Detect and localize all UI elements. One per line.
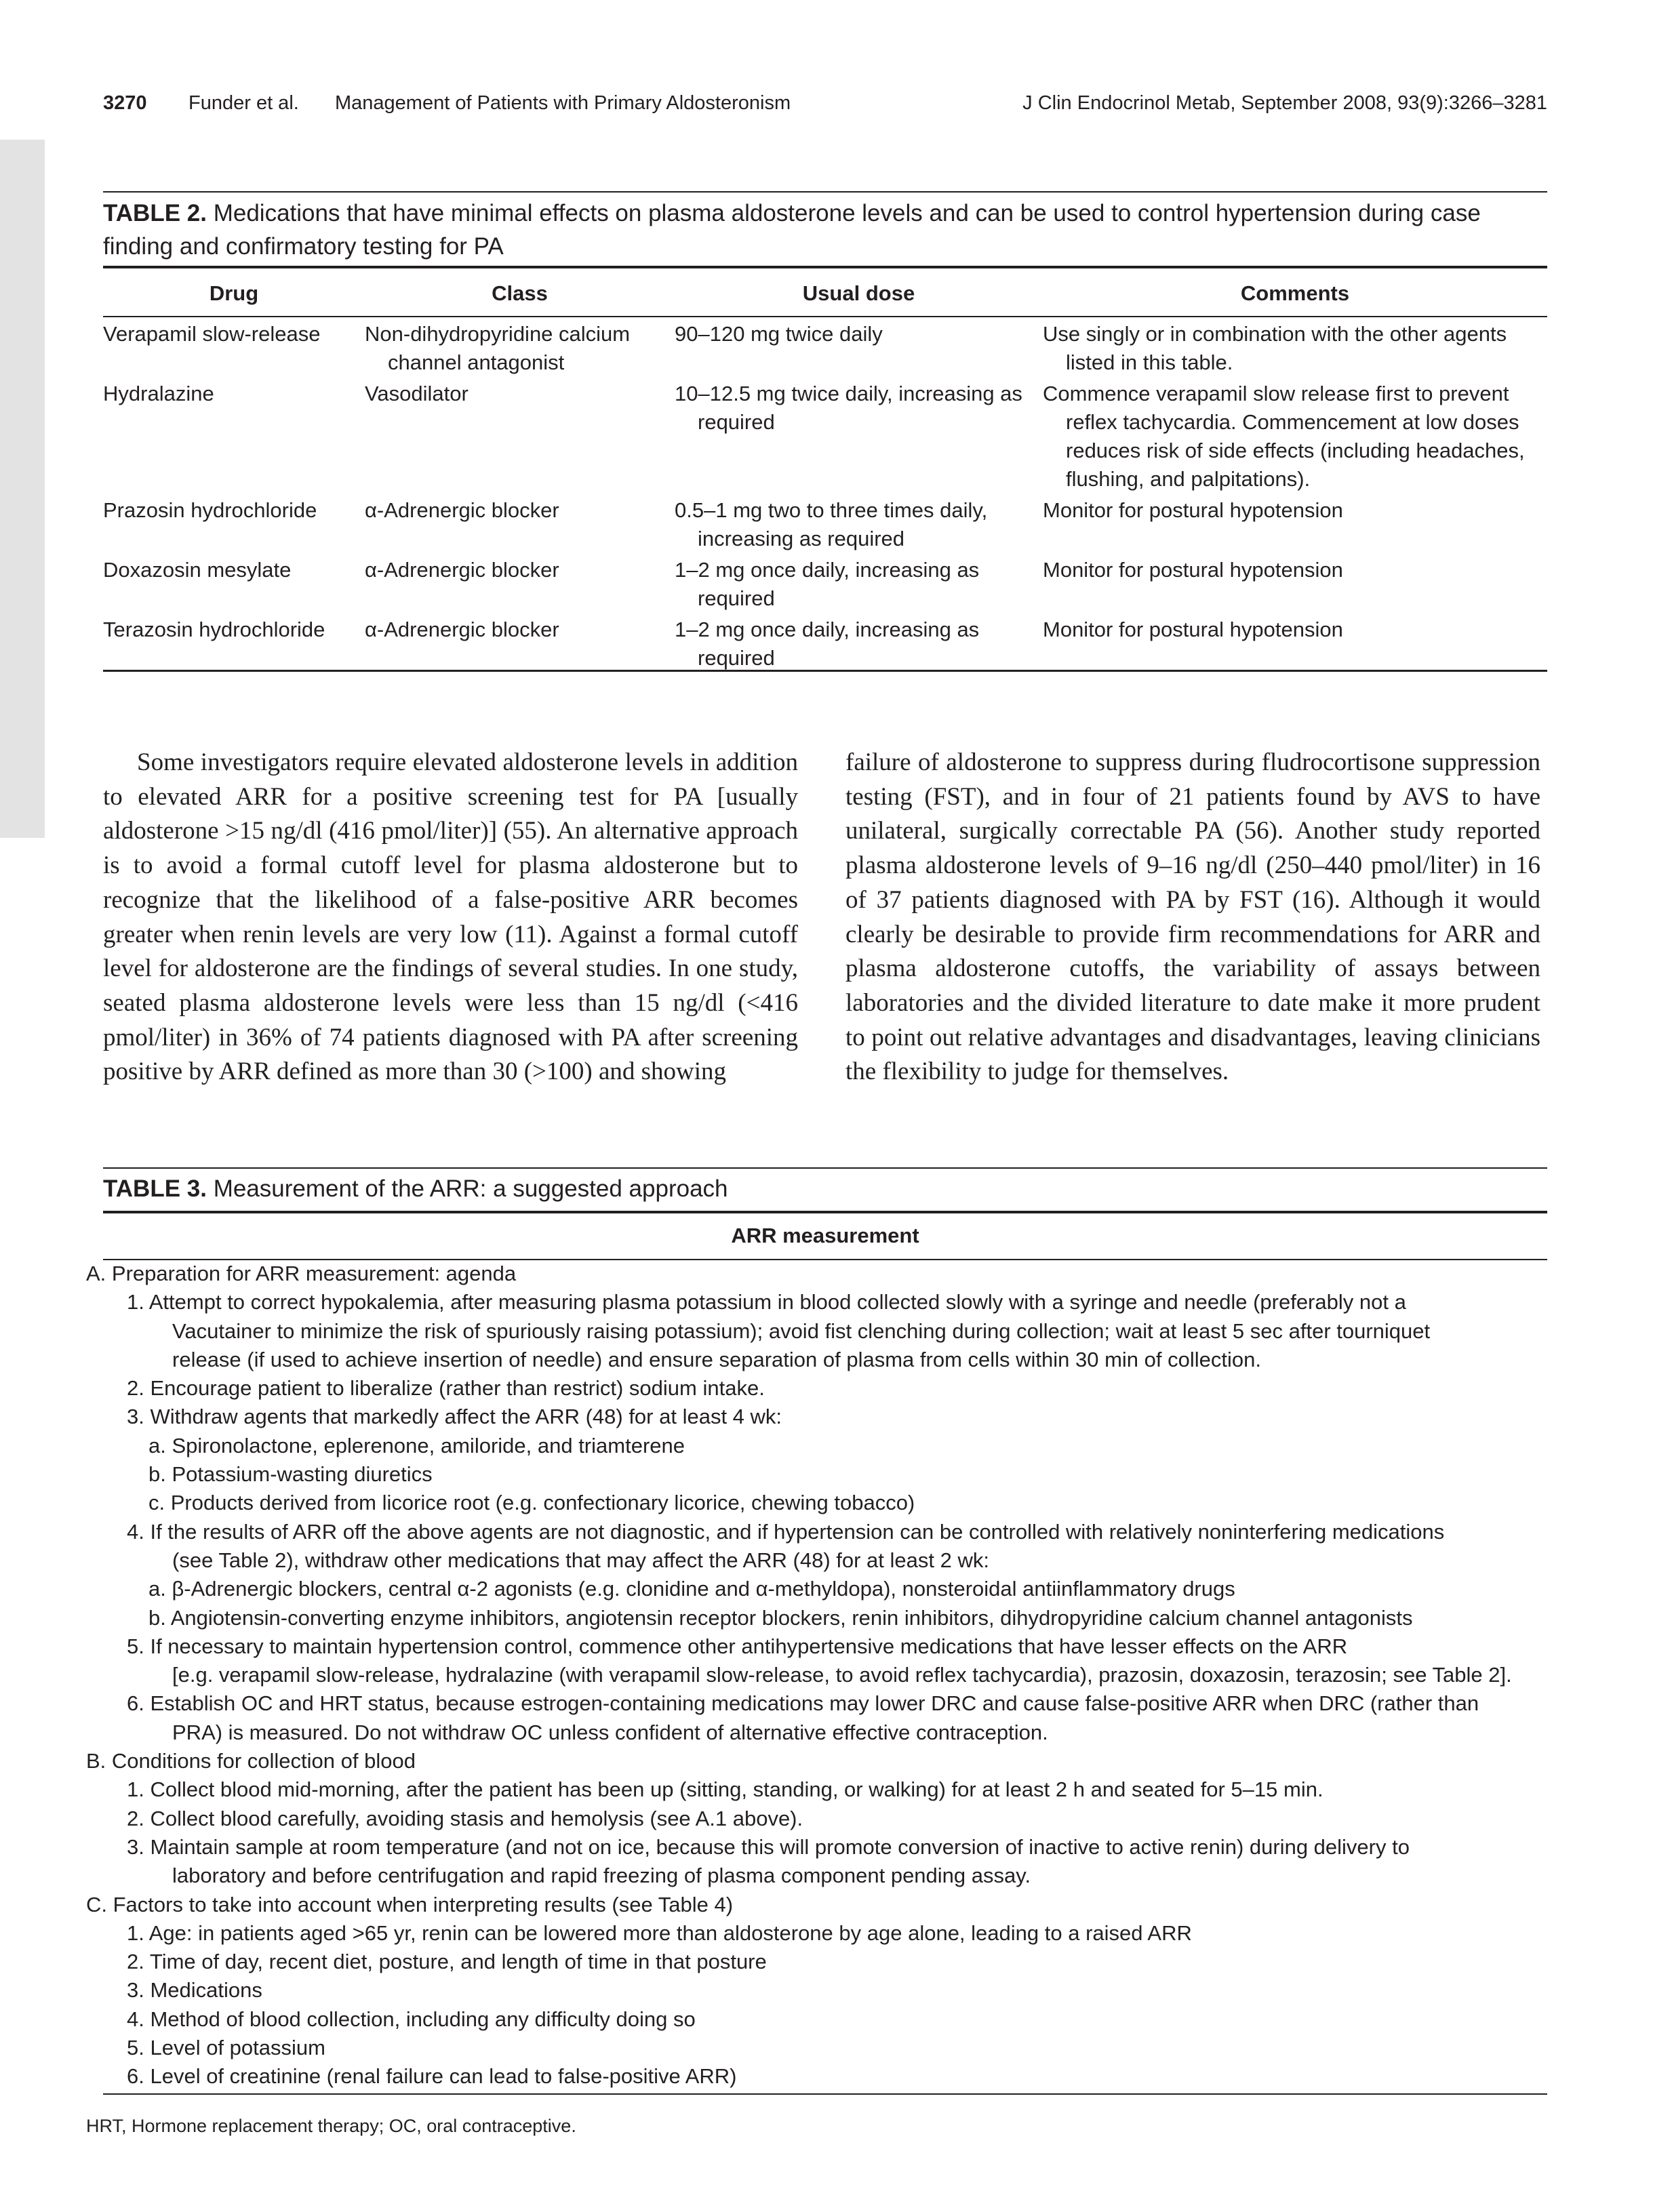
table-cell: 0.5–1 mg two to three times daily, increasing as required bbox=[675, 498, 988, 550]
table-cell: Hydralazine bbox=[103, 382, 214, 405]
running-head bbox=[103, 92, 1547, 119]
table3-item: 3. Withdraw agents that markedly affect the ARR (48) for at least 4 wk: bbox=[127, 1405, 782, 1429]
table3-item: 2. Encourage patient to liberalize (rather than restrict) sodium intake. bbox=[127, 1376, 765, 1401]
table-cell: Monitor for postural hypotension bbox=[1043, 558, 1343, 582]
table2-header-cell: Usual dose bbox=[675, 268, 1043, 317]
table3-item: 6. Level of creatinine (renal failure can lead to false-positive ARR) bbox=[127, 2064, 737, 2089]
table-cell: α-Adrenergic blocker bbox=[365, 558, 559, 582]
table3-item-continuation: laboratory and before centrifugation and rapid freezing of plasma component pending assay. bbox=[172, 1864, 1031, 1888]
table-cell: Doxazosin mesylate bbox=[103, 558, 292, 582]
table3-footnote: HRT, Hormone replacement therapy; OC, oral contraceptive. bbox=[86, 2116, 576, 2136]
table2-label: TABLE 2. bbox=[103, 200, 207, 226]
table3-item: 2. Time of day, recent diet, posture, and length of time in that posture bbox=[127, 1950, 767, 1974]
table3-section-heading: A. Preparation for ARR measurement: agenda bbox=[86, 1262, 517, 1285]
table3-top-rule bbox=[103, 1167, 1547, 1169]
running-head-title: Management of Patients with Primary Aldosteronism bbox=[335, 92, 791, 114]
table3-item: 4. If the results of ARR off the above agents are not diagnostic, and if hypertension can be controlled with relatively noninterfering medications bbox=[127, 1519, 1445, 1544]
table3-item: 2. Collect blood carefully, avoiding stasis and hemolysis (see A.1 above). bbox=[127, 1806, 803, 1830]
side-margin-tab bbox=[0, 140, 45, 838]
table3-body bbox=[86, 1260, 1564, 2091]
table-cell: α-Adrenergic blocker bbox=[365, 618, 559, 641]
page-number: 3270 bbox=[103, 92, 147, 114]
running-head-journal: J Clin Endocrinol Metab, September 2008, 93(9):3266–3281 bbox=[1022, 92, 1547, 114]
table3-subitem: a. Spironolactone, eplerenone, amiloride, and triamterene bbox=[148, 1433, 685, 1457]
table-cell: Commence verapamil slow release first to prevent reflex tachycardia. Commencement at low doses reduces risk of side effects (including headaches, flushing, and palpitations). bbox=[1043, 382, 1525, 491]
table3-item-continuation: PRA) is measured. Do not withdraw OC unless confident of alternative effective contraception. bbox=[172, 1720, 1048, 1744]
running-head-authors: Funder et al. bbox=[188, 92, 299, 114]
table3-item-continuation: (see Table 2), withdraw other medications that may affect the ARR (48) for at least 2 wk: bbox=[172, 1548, 989, 1572]
table-cell: 1–2 mg once daily, increasing as required bbox=[675, 558, 980, 610]
table3-item-continuation: Vacutainer to minimize the risk of spuriously raising potassium); avoid fist clenching during collection; wait at least 5 sec after tourniquet bbox=[172, 1319, 1431, 1343]
table-cell: Verapamil slow-release bbox=[103, 322, 321, 346]
table3-item: 3. Maintain sample at room temperature (and not on ice, because this will promote conversion of inactive to active renin) during delivery to bbox=[127, 1834, 1410, 1859]
table3-caption-text: Measurement of the ARR: a suggested approach bbox=[213, 1175, 728, 1202]
table3-subitem: b. Potassium-wasting diuretics bbox=[148, 1462, 433, 1487]
table3-subitem: c. Products derived from licorice root (e.g. confectionary licorice, chewing tobacco) bbox=[148, 1491, 915, 1515]
table-cell: α-Adrenergic blocker bbox=[365, 498, 559, 522]
table3-bottom-rule bbox=[103, 2093, 1547, 2095]
table3-section-heading: B. Conditions for collection of blood bbox=[86, 1749, 416, 1773]
table3-item-continuation: [e.g. verapamil slow-release, hydralazine (with verapamil slow-release, to avoid reflex tachycardia), prazosin, doxazosin, terazosin; see Table 2]. bbox=[172, 1663, 1512, 1687]
table-cell: Use singly or in combination with the other agents listed in this table. bbox=[1043, 322, 1507, 374]
table2-bottom-rule bbox=[103, 670, 1547, 672]
table2 bbox=[103, 268, 1547, 672]
table2-header-cell: Class bbox=[365, 268, 675, 317]
table-row bbox=[103, 613, 1547, 672]
table3-subitem: a. β-Adrenergic blockers, central α-2 agonists (e.g. clonidine and α-methyldopa), nonsteroidal antiinflammatory drugs bbox=[148, 1577, 1235, 1601]
table2-header-cell: Comments bbox=[1043, 268, 1547, 317]
table-row bbox=[103, 317, 1547, 377]
table-cell: 10–12.5 mg twice daily, increasing as required bbox=[675, 382, 1022, 434]
table-cell: Monitor for postural hypotension bbox=[1043, 618, 1343, 641]
body-text-right-column: failure of aldosterone to suppress during fludrocortisone suppression testing (FST), and in four of 21 patients found by AVS to have unilateral, surgically correctable PA (56). Another study reported plasma aldosterone levels of 9–16 ng/dl (250–440 pmol/liter) in 16 of 37 patients diagnosed with PA by FST (16). Although it would clearly be desirable to provide firm recommendations for ARR and plasma aldosterone cutoffs, the variability of assays between laboratories and the divided literature to date make it more prudent to point out relative advantages and disadvantages, leaving clinicians the flexibility to judge for themselves. bbox=[845, 748, 1540, 1086]
table3-item: 1. Collect blood mid-morning, after the patient has been up (sitting, standing, or walking) for at least 2 h and seated for 5–15 min. bbox=[127, 1777, 1323, 1802]
table3-header bbox=[103, 1213, 1547, 1254]
table3-item: 5. If necessary to maintain hypertension control, commence other antihypertensive medications that have lesser effects on the ARR bbox=[127, 1634, 1348, 1658]
table-row bbox=[103, 377, 1547, 494]
table3-caption bbox=[103, 1172, 1547, 1205]
table3-header-text: ARR measurement bbox=[731, 1224, 919, 1247]
table2-caption-text: Medications that have minimal effects on plasma aldosterone levels and can be used to control hypertension during case finding and confirmatory testing for PA bbox=[103, 200, 1481, 260]
body-text-left-column: Some investigators require elevated aldosterone levels in addition to elevated ARR for a positive screening test for PA [usually aldosterone >15 ng/dl (416 pmol/liter)] (55). An alternative approach is to avoid a formal cutoff level for plasma aldosterone but to recognize that the likelihood of a false-positive ARR becomes greater when renin levels are very low (11). Against a formal cutoff level for aldosterone are the findings of several studies. In one study, seated plasma aldosterone levels were less than 15 ng/dl (<416 pmol/liter) in 36% of 74 patients diagnosed with PA after screening positive by ARR defined as more than 30 (>100) and showing bbox=[103, 748, 798, 1086]
table-row bbox=[103, 553, 1547, 613]
table-row bbox=[103, 494, 1547, 553]
table-cell: 1–2 mg once daily, increasing as required bbox=[675, 618, 980, 670]
table-cell: 90–120 mg twice daily bbox=[675, 322, 883, 346]
table-cell: Terazosin hydrochloride bbox=[103, 618, 325, 641]
table3-subitem: b. Angiotensin-converting enzyme inhibitors, angiotensin receptor blockers, renin inhibitors, dihydropyridine calcium channel antagonists bbox=[148, 1605, 1413, 1630]
table3-item: 4. Method of blood collection, including any difficulty doing so bbox=[127, 2007, 696, 2031]
table3-item: 5. Level of potassium bbox=[127, 2036, 325, 2060]
table3-item: 6. Establish OC and HRT status, because estrogen-containing medications may lower DRC and cause false-positive ARR when DRC (rather than bbox=[127, 1691, 1479, 1716]
table3-item: 3. Medications bbox=[127, 1978, 262, 2003]
table3-section-heading: C. Factors to take into account when interpreting results (see Table 4) bbox=[86, 1892, 734, 1916]
table2-top-rule bbox=[103, 191, 1547, 193]
table2-caption bbox=[103, 197, 1547, 263]
table2-header-row bbox=[103, 268, 1547, 317]
table-cell: Vasodilator bbox=[365, 382, 469, 405]
table3-item: 1. Attempt to correct hypokalemia, after measuring plasma potassium in blood collected slowly with a syringe and needle (preferably not a bbox=[127, 1290, 1406, 1314]
table3-item-continuation: release (if used to achieve insertion of needle) and ensure separation of plasma from cells within 30 min of collection. bbox=[172, 1347, 1261, 1371]
table-cell: Monitor for postural hypotension bbox=[1043, 498, 1343, 522]
table3-label: TABLE 3. bbox=[103, 1175, 207, 1202]
table2-header-cell: Drug bbox=[103, 268, 365, 317]
table-cell: Prazosin hydrochloride bbox=[103, 498, 317, 522]
table3-item: 1. Age: in patients aged >65 yr, renin can be lowered more than aldosterone by age alone, leading to a raised ARR bbox=[127, 1921, 1192, 1945]
table-cell: Non-dihydropyridine calcium channel antagonist bbox=[365, 322, 631, 374]
